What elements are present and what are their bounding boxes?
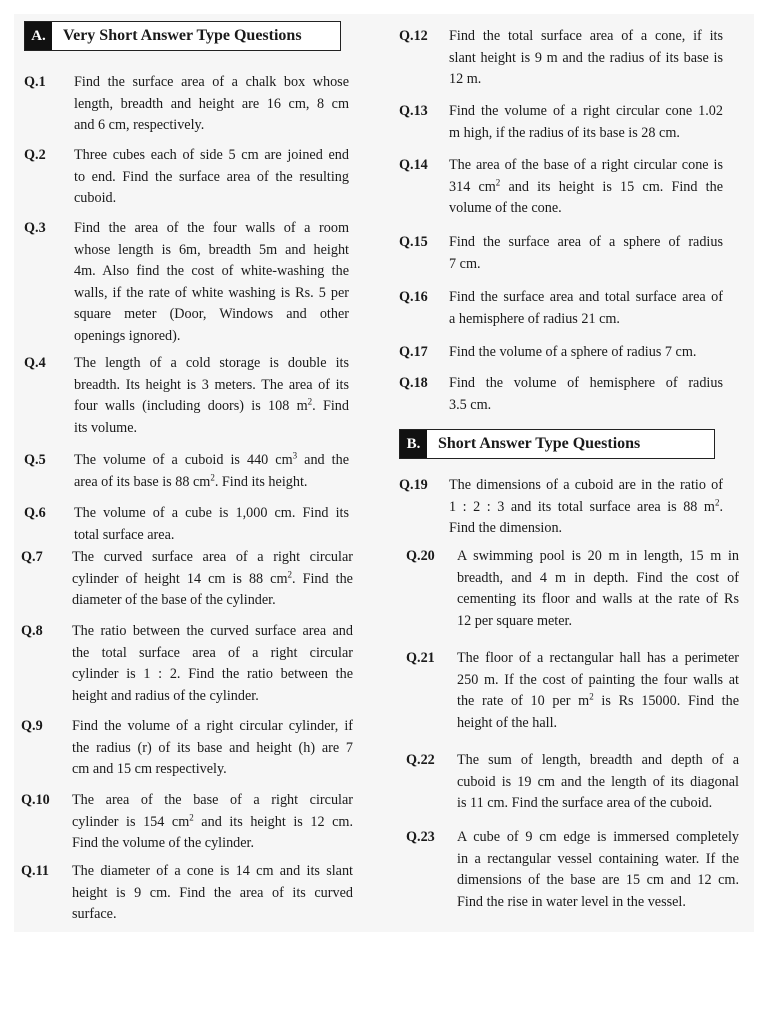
question-line: 1 : 2 : 3 and its total surface area is 88 $m^2$. bbox=[449, 496, 723, 515]
question-item bbox=[24, 450, 349, 493]
section-b-header bbox=[399, 429, 715, 459]
question-line: The volume of a cuboid is 440 $cm^3$ and the bbox=[74, 450, 349, 468]
question-item bbox=[21, 790, 353, 855]
question-number: Q.3 bbox=[24, 220, 46, 236]
question-line: The ratio between the curved surface area and bbox=[72, 623, 353, 639]
question-line: cylinder is 1 : 2. Find the ratio between the bbox=[72, 666, 353, 682]
question-number: Q.6 bbox=[24, 505, 46, 521]
question-item bbox=[399, 373, 723, 416]
question-item bbox=[406, 648, 739, 734]
question-line: Find the volume of the cylinder. bbox=[72, 835, 255, 851]
question-text bbox=[74, 450, 349, 493]
question-line: The area of the base of a right circular cone is bbox=[449, 157, 723, 173]
question-line: 314 $cm^2$ and its height is 15 cm. Find the bbox=[449, 176, 723, 195]
question-text bbox=[449, 232, 723, 275]
question-line: total surface area. bbox=[74, 526, 175, 543]
question-line: 12 m. bbox=[449, 71, 482, 87]
question-line: slant height is 9 m and the radius of its base is bbox=[449, 49, 723, 66]
question-item bbox=[399, 155, 723, 220]
question-number: Q.19 bbox=[399, 477, 428, 493]
question-line: Find the surface area of a sphere of radius bbox=[449, 234, 723, 250]
question-item bbox=[21, 547, 353, 612]
question-line: Three cubes each of side 5 cm are joined end bbox=[74, 147, 349, 163]
question-item bbox=[399, 101, 723, 144]
question-line: cuboid. bbox=[74, 190, 117, 206]
question-number: Q.1 bbox=[24, 74, 46, 90]
question-number: Q.13 bbox=[399, 103, 428, 119]
question-number: Q.21 bbox=[406, 650, 435, 666]
question-line: height and radius of the cylinder. bbox=[72, 687, 259, 704]
question-text bbox=[449, 373, 723, 416]
question-line: 7 cm. bbox=[449, 255, 481, 272]
question-line: The volume of a cube is 1,000 cm. Find its bbox=[74, 505, 349, 521]
question-item bbox=[406, 546, 739, 632]
question-line: and 6 cm, respectively. bbox=[74, 117, 205, 133]
question-number: Q.20 bbox=[406, 548, 435, 564]
question-line: Find the volume of hemisphere of radius bbox=[449, 375, 723, 391]
question-text bbox=[74, 72, 349, 137]
question-text bbox=[449, 101, 723, 144]
question-line: Find the volume of a sphere of radius 7 cm. bbox=[449, 344, 697, 360]
question-line: The dimensions of a cuboid are in the ratio of bbox=[449, 477, 723, 493]
question-item bbox=[21, 716, 353, 781]
question-line: walls, if the rate of white washing is Rs. 5 per bbox=[74, 284, 349, 301]
question-item bbox=[406, 750, 739, 815]
question-number: Q.15 bbox=[399, 234, 428, 250]
question-number: Q.11 bbox=[21, 863, 49, 879]
question-line: The diameter of a cone is 14 cm and its slant bbox=[72, 863, 353, 879]
question-text bbox=[457, 546, 739, 632]
question-line: Find the surface area and total surface area of bbox=[449, 289, 723, 305]
section-letter: A. bbox=[25, 22, 52, 50]
question-text bbox=[72, 716, 353, 781]
question-line: The floor of a rectangular hall has a perimeter bbox=[457, 650, 739, 666]
question-text bbox=[457, 648, 739, 734]
question-item bbox=[24, 503, 349, 546]
question-line: its volume. bbox=[74, 419, 138, 436]
question-number: Q.2 bbox=[24, 147, 46, 163]
question-line: Find the surface area of a chalk box whose bbox=[74, 74, 349, 90]
question-line: height is 9 cm. Find the area of its curved bbox=[72, 884, 353, 901]
question-line: cementing its floor and walls at the rate of Rs bbox=[457, 591, 739, 607]
question-line: diameter of the base of the cylinder. bbox=[72, 592, 276, 608]
question-item bbox=[24, 218, 349, 347]
question-item bbox=[399, 287, 723, 330]
question-text bbox=[72, 861, 353, 926]
question-line: 12 per square meter. bbox=[457, 612, 573, 629]
question-line: the rate of 10 per $m^2$ is Rs 15000. Find the bbox=[457, 691, 739, 709]
question-text bbox=[72, 790, 353, 855]
question-text bbox=[449, 155, 723, 220]
question-line: Find the area of the four walls of a room bbox=[74, 220, 349, 236]
question-text bbox=[457, 827, 739, 913]
section-title: Short Answer Type Questions bbox=[438, 435, 641, 452]
question-line: cylinder of height 14 cm is 88 $cm^2$. Find the bbox=[72, 568, 353, 587]
question-line: the radius (r) of its base and height (h) are 7 bbox=[72, 739, 353, 756]
question-item bbox=[399, 26, 723, 91]
question-line: surface. bbox=[72, 906, 117, 922]
question-text bbox=[72, 547, 353, 612]
question-line: cylinder is 154 $cm^2$ and its height is 12 cm. bbox=[72, 811, 353, 830]
question-line: a hemisphere of radius 21 cm. bbox=[449, 310, 620, 327]
question-text bbox=[449, 342, 723, 364]
question-text bbox=[72, 621, 353, 707]
question-item bbox=[24, 72, 349, 137]
question-number: Q.5 bbox=[24, 452, 46, 468]
question-line: A swimming pool is 20 m in length, 15 m in bbox=[457, 548, 739, 564]
section-a-header bbox=[24, 21, 341, 51]
question-line: The curved surface area of a right circular bbox=[72, 549, 353, 565]
question-line: The length of a cold storage is double its bbox=[74, 355, 349, 371]
question-item bbox=[399, 475, 723, 540]
question-text bbox=[449, 287, 723, 330]
question-number: Q.14 bbox=[399, 157, 428, 173]
question-line: whose length is 6m, breadth 5m and height bbox=[74, 241, 349, 258]
question-line: 250 m. If the cost of painting the four walls at bbox=[457, 671, 739, 688]
question-line: Find the volume of a right circular cone 1.02 bbox=[449, 103, 723, 119]
question-item bbox=[21, 621, 353, 707]
question-line: Find the total surface area of a cone, if its bbox=[449, 28, 723, 44]
question-text bbox=[74, 353, 349, 439]
question-number: Q.18 bbox=[399, 375, 428, 391]
question-line: cm and 15 cm respectively. bbox=[72, 761, 227, 777]
question-line: dimensions of the base are 15 cm and 12 cm. bbox=[457, 872, 739, 888]
question-item bbox=[24, 353, 349, 439]
question-line: volume of the cone. bbox=[449, 200, 562, 216]
question-number: Q.10 bbox=[21, 792, 50, 808]
question-number: Q.17 bbox=[399, 344, 428, 360]
question-number: Q.4 bbox=[24, 355, 46, 371]
question-number: Q.8 bbox=[21, 623, 43, 639]
question-line: breadth, and 4 m in depth. Find the cost of bbox=[457, 569, 739, 586]
question-line: openings ignored). bbox=[74, 327, 181, 344]
question-number: Q.22 bbox=[406, 752, 435, 768]
question-item bbox=[24, 145, 349, 210]
question-text bbox=[74, 218, 349, 347]
question-line: cuboid is 19 cm and the length of its diagonal bbox=[457, 773, 739, 790]
question-number: Q.12 bbox=[399, 28, 428, 44]
question-line: the total surface area of a right circular bbox=[72, 644, 353, 661]
question-number: Q.9 bbox=[21, 718, 43, 734]
question-item bbox=[399, 342, 723, 364]
question-line: A cube of 9 cm edge is immersed completely bbox=[457, 829, 739, 845]
question-number: Q.7 bbox=[21, 549, 43, 565]
question-line: square meter (Door, Windows and other bbox=[74, 306, 349, 322]
question-line: in a rectangular vessel containing water. If the bbox=[457, 850, 739, 867]
question-line: height of the hall. bbox=[457, 714, 558, 731]
question-line: 4m. Also find the cost of white-washing the bbox=[74, 263, 349, 279]
question-line: to end. Find the surface area of the resulting bbox=[74, 168, 349, 185]
question-line: 3.5 cm. bbox=[449, 396, 492, 413]
question-line: breadth. Its height is 3 meters. The area of its bbox=[74, 376, 349, 393]
question-number: Q.23 bbox=[406, 829, 435, 845]
question-line: The sum of length, breadth and depth of a bbox=[457, 752, 739, 768]
question-number: Q.16 bbox=[399, 289, 428, 305]
question-line: Find the dimension. bbox=[449, 520, 563, 536]
question-item bbox=[399, 232, 723, 275]
question-line: Find the rise in water level in the vessel. bbox=[457, 893, 686, 910]
question-text bbox=[457, 750, 739, 815]
question-text bbox=[74, 145, 349, 210]
question-line: m high, if the radius of its base is 28 cm. bbox=[449, 124, 680, 141]
question-line: Find the volume of a right circular cylinder, if bbox=[72, 718, 353, 734]
question-line: area of its base is 88 $cm^2$. Find its height. bbox=[74, 471, 308, 490]
question-text bbox=[74, 503, 349, 546]
question-item bbox=[406, 827, 739, 913]
question-line: four walls (including doors) is 108 $m^2$. Find bbox=[74, 396, 349, 414]
question-line: is 11 cm. Find the surface area of the cuboid. bbox=[457, 795, 713, 811]
question-item bbox=[21, 861, 353, 926]
question-line: The area of the base of a right circular bbox=[72, 792, 353, 808]
question-text bbox=[449, 26, 723, 91]
section-letter: B. bbox=[400, 430, 427, 458]
section-title: Very Short Answer Type Questions bbox=[63, 27, 302, 44]
question-line: length, breadth and height are 16 cm, 8 cm bbox=[74, 95, 349, 112]
question-text bbox=[449, 475, 723, 540]
